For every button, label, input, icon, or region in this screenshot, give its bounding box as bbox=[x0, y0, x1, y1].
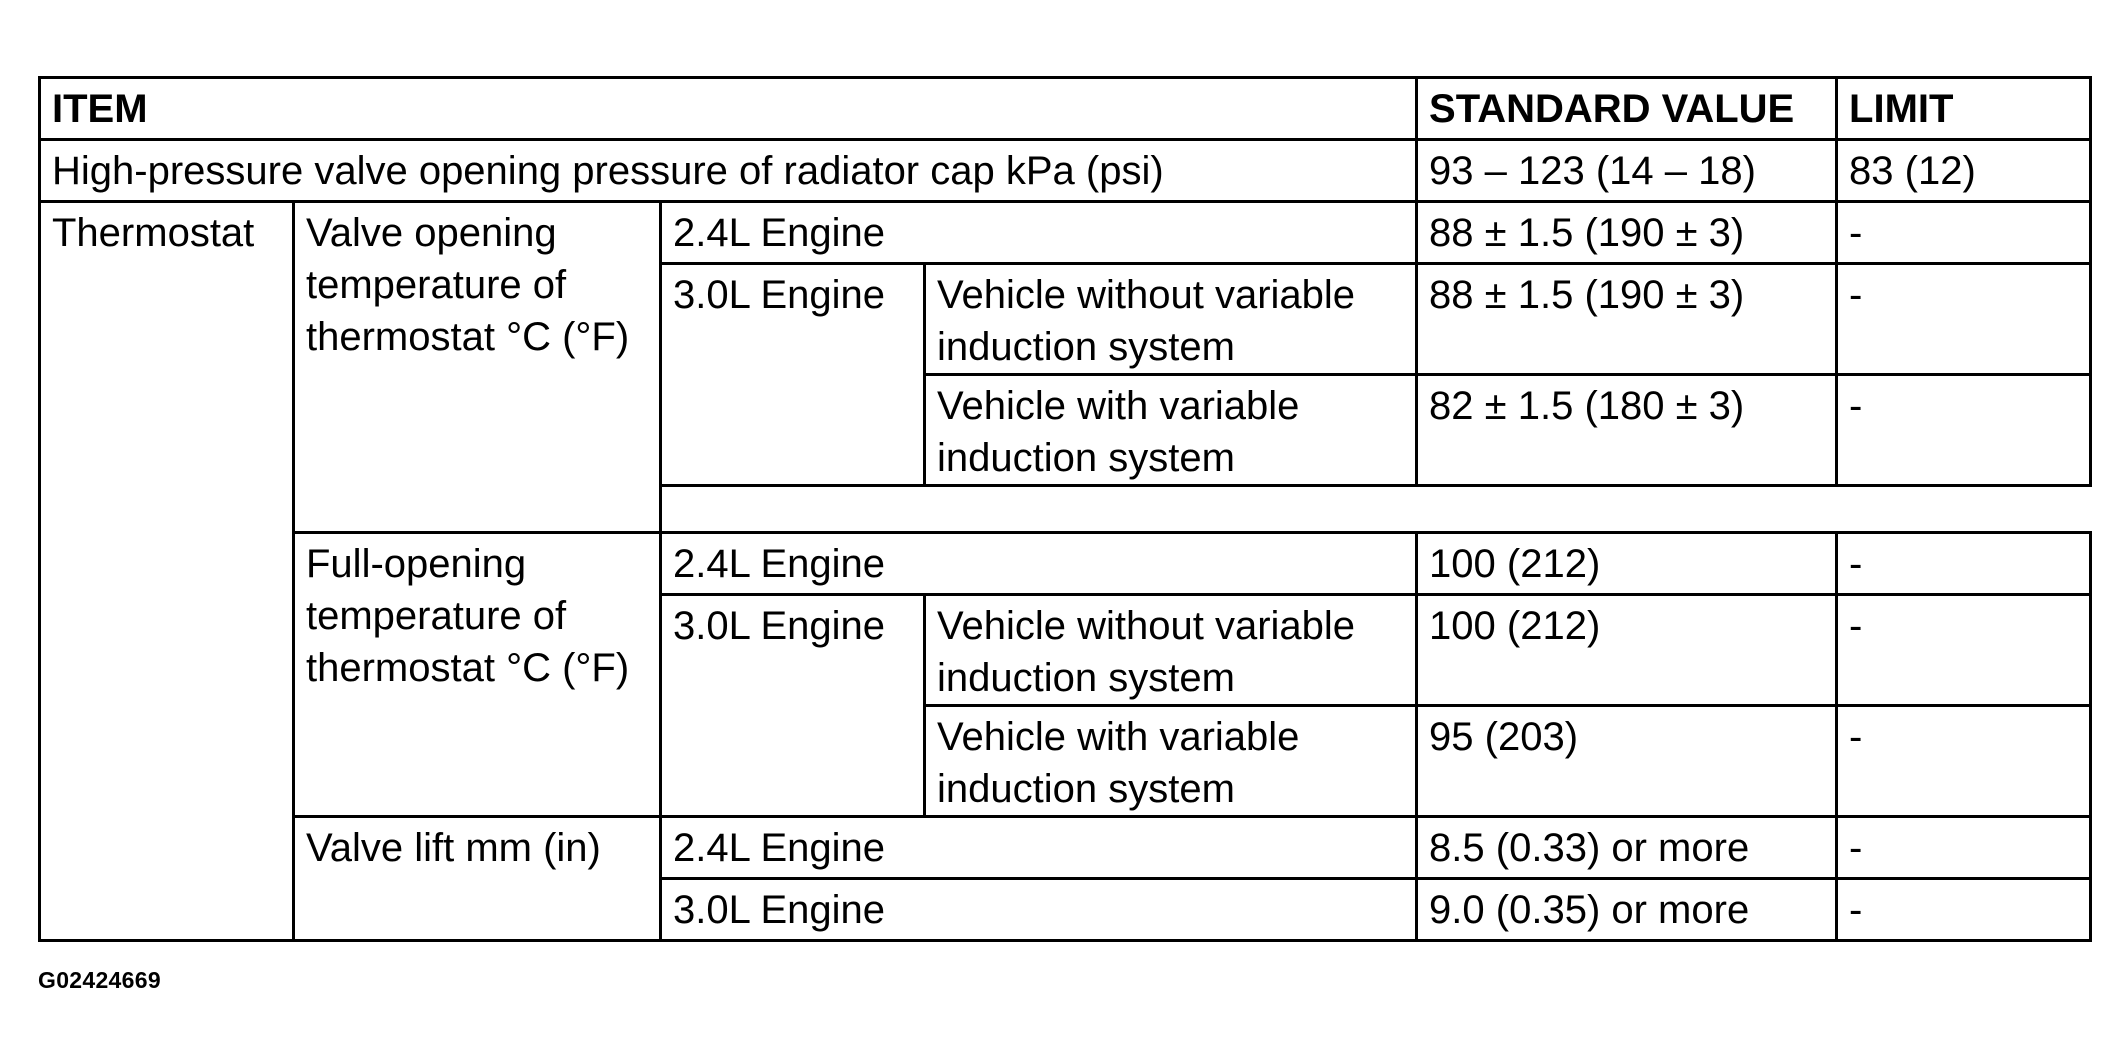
vehicle-variant-label: Vehicle with variable induction system bbox=[925, 375, 1417, 486]
engine-label: 3.0L Engine bbox=[661, 595, 925, 817]
radiator-cap-standard-value: 93 – 123 (14 – 18) bbox=[1417, 140, 1837, 202]
limit-cell: - bbox=[1837, 375, 2091, 486]
spec-table bbox=[38, 76, 2092, 942]
thermostat-label: Thermostat bbox=[40, 202, 294, 941]
standard-value-cell: 88 ± 1.5 (190 ± 3) bbox=[1417, 202, 1837, 264]
limit-cell: - bbox=[1837, 706, 2091, 817]
valve-lift-label: Valve lift mm (in) bbox=[294, 817, 661, 941]
header-limit: LIMIT bbox=[1837, 78, 2091, 140]
limit-cell: - bbox=[1837, 264, 2091, 375]
valve-opening-label: Valve opening temperature of thermostat °C (°F) bbox=[294, 202, 661, 533]
standard-value-cell: 100 (212) bbox=[1417, 595, 1837, 706]
table-row bbox=[40, 817, 2091, 879]
figure-id: G02424669 bbox=[38, 967, 161, 993]
vehicle-variant-label: Vehicle without variable induction system bbox=[925, 264, 1417, 375]
limit-cell: - bbox=[1837, 533, 2091, 595]
vehicle-variant-label: Vehicle without variable induction system bbox=[925, 595, 1417, 706]
limit-cell: - bbox=[1837, 202, 2091, 264]
engine-label: 3.0L Engine bbox=[661, 264, 925, 486]
standard-value-cell: 88 ± 1.5 (190 ± 3) bbox=[1417, 264, 1837, 375]
radiator-cap-item: High-pressure valve opening pressure of radiator cap kPa (psi) bbox=[40, 140, 1417, 202]
engine-label: 2.4L Engine bbox=[661, 817, 1417, 879]
engine-label: 2.4L Engine bbox=[661, 202, 1417, 264]
limit-cell: - bbox=[1837, 817, 2091, 879]
table-row bbox=[40, 202, 2091, 264]
standard-value-cell: 8.5 (0.33) or more bbox=[1417, 817, 1837, 879]
limit-cell: - bbox=[1837, 595, 2091, 706]
standard-value-cell: 95 (203) bbox=[1417, 706, 1837, 817]
vehicle-variant-label: Vehicle with variable induction system bbox=[925, 706, 1417, 817]
header-item: ITEM bbox=[40, 78, 1417, 140]
table-row bbox=[40, 533, 2091, 595]
standard-value-cell: 100 (212) bbox=[1417, 533, 1837, 595]
standard-value-cell: 82 ± 1.5 (180 ± 3) bbox=[1417, 375, 1837, 486]
engine-label: 2.4L Engine bbox=[661, 533, 1417, 595]
engine-label: 3.0L Engine bbox=[661, 879, 1417, 941]
table-row bbox=[40, 140, 2091, 202]
full-opening-label: Full-opening temperature of thermostat °C (°F) bbox=[294, 533, 661, 817]
radiator-cap-limit: 83 (12) bbox=[1837, 140, 2091, 202]
header-row bbox=[40, 78, 2091, 140]
limit-cell: - bbox=[1837, 879, 2091, 941]
header-standard-value: STANDARD VALUE bbox=[1417, 78, 1837, 140]
standard-value-cell: 9.0 (0.35) or more bbox=[1417, 879, 1837, 941]
